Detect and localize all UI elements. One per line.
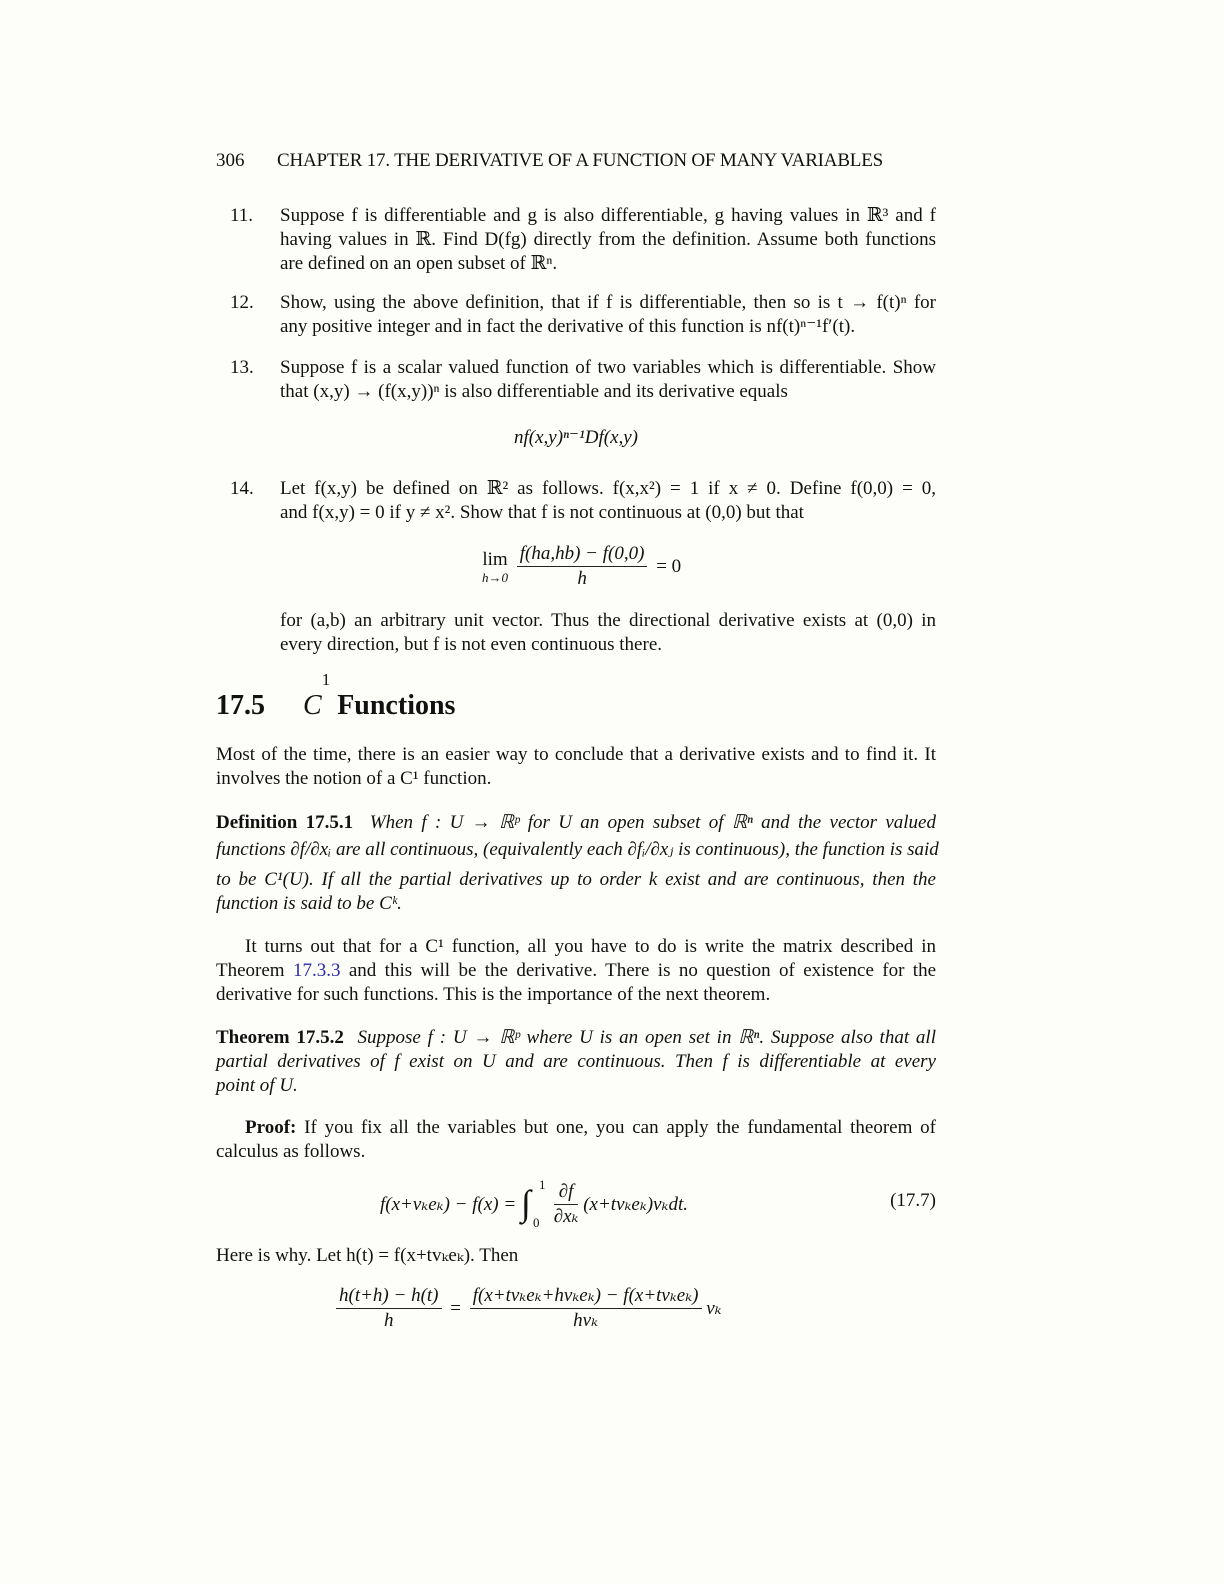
definition-line: functions ∂f/∂xᵢ are all continuous, (equivalently each ∂fᵢ/∂xⱼ is continuous), the function is said bbox=[216, 839, 939, 860]
paragraph-line: Most of the time, there is an easier way to conclude that a derivative exists and to find it. It bbox=[216, 744, 936, 765]
rhs-fraction bbox=[470, 1284, 702, 1333]
lhs-fraction bbox=[336, 1284, 442, 1333]
equation-tail: vₖ bbox=[706, 1298, 722, 1319]
paragraph-line: involves the notion of a C¹ function. bbox=[216, 768, 492, 789]
difference-quotient-equation bbox=[336, 1284, 722, 1333]
display-equation: nf(x,y)ⁿ⁻¹Df(x,y) bbox=[513, 427, 639, 448]
exercise-number: 12. bbox=[230, 292, 254, 313]
exercise-line: any positive integer and in fact the derivative of this function is nf(t)ⁿ⁻¹f′(t). bbox=[280, 316, 856, 337]
section-title-rest: Functions bbox=[337, 690, 456, 721]
proof-label: Proof: bbox=[245, 1117, 297, 1138]
equals-sign: = bbox=[450, 1297, 461, 1319]
equation-17-7 bbox=[216, 1176, 936, 1232]
exercise-line: Let f(x,y) be defined on ℝ² as follows. f(x,x²) = 1 if x ≠ 0. Define f(0,0) = 0, bbox=[280, 478, 936, 499]
proof-line bbox=[216, 1116, 936, 1140]
proof-text: If you fix all the variables but one, you can apply the fundamental theorem of bbox=[304, 1117, 937, 1138]
exercise-line: and f(x,y) = 0 if y ≠ x². Show that f is not continuous at (0,0) but that bbox=[280, 502, 804, 523]
lim-subscript: h→0 bbox=[482, 569, 508, 585]
definition-label: Definition 17.5.1 bbox=[216, 812, 354, 833]
definition-line bbox=[216, 811, 936, 835]
fraction-denominator: hvₖ bbox=[573, 1310, 599, 1331]
exercise-line: Suppose f is a scalar valued function of two variables which is differentiable. Show bbox=[280, 357, 936, 378]
theorem-text: Suppose f : U → ℝᵖ where U is an open set in ℝⁿ. Suppose also that all bbox=[357, 1027, 936, 1048]
integral-upper: 1 bbox=[538, 1176, 546, 1192]
section-number: 17.5 bbox=[216, 690, 265, 721]
definition-block bbox=[216, 811, 939, 916]
exercise-line: Show, using the above definition, that if f is differentiable, then so is t → f(t)ⁿ for bbox=[280, 292, 936, 313]
partial-fraction bbox=[554, 1180, 579, 1229]
equation-body bbox=[380, 1176, 689, 1230]
why-line: Here is why. Let h(t) = f(x+tvₖeₖ). Then bbox=[216, 1245, 519, 1266]
definition-line: function is said to be Cᵏ. bbox=[216, 893, 402, 914]
page-number: 306 bbox=[216, 150, 245, 171]
fraction-numerator: h(t+h) − h(t) bbox=[336, 1284, 442, 1309]
lim-operator: lim bbox=[482, 548, 508, 570]
limit-equation bbox=[482, 542, 681, 591]
definition-text: When f : U → ℝᵖ for U an open subset of ℝⁿ and the vector valued bbox=[369, 812, 936, 833]
theorem-line: partial derivatives of f exist on U and are continuous. Then f is differentiable at every bbox=[216, 1051, 936, 1072]
section-title-sup: 1 bbox=[321, 670, 331, 689]
theorem-line bbox=[216, 1026, 936, 1050]
fraction-numerator: f(ha,hb) − f(0,0) bbox=[517, 542, 648, 567]
fraction-denominator: h bbox=[577, 568, 587, 589]
exercise-line: Suppose f is differentiable and g is also differentiable, g having values in ℝ³ and f bbox=[280, 205, 936, 226]
exercise-line: are defined on an open subset of ℝⁿ. bbox=[280, 253, 558, 274]
fraction-denominator: ∂xₖ bbox=[553, 1206, 579, 1227]
proof-line: calculus as follows. bbox=[216, 1141, 366, 1162]
body-paragraph bbox=[216, 935, 936, 1007]
paragraph-line: derivative for such functions. This is the importance of the next theorem. bbox=[216, 984, 771, 1005]
theorem-link[interactable]: 17.3.3 bbox=[292, 960, 341, 981]
equation-lhs: f(x+vₖeₖ) − f(x) = bbox=[380, 1194, 517, 1215]
exercise-line: having values in ℝ. Find D(fg) directly from the definition. Assume both functions bbox=[280, 229, 936, 250]
integral-symbol: ∫ bbox=[520, 1182, 531, 1223]
intro-paragraph bbox=[216, 743, 936, 791]
exercise-line: for (a,b) an arbitrary unit vector. Thus the directional derivative exists at (0,0) in bbox=[280, 610, 936, 631]
integral-sign bbox=[520, 1176, 549, 1230]
definition-line: to be C¹(U). If all the partial derivatives up to order k exist and are continuous, then the bbox=[216, 869, 936, 890]
proof-block bbox=[216, 1116, 936, 1164]
equation-rest: (x+tvₖeₖ)vₖdt. bbox=[583, 1194, 689, 1215]
integral-lower: 0 bbox=[532, 1214, 540, 1230]
limit-rhs: = 0 bbox=[656, 555, 682, 577]
equation-number: (17.7) bbox=[890, 1190, 936, 1211]
fraction-numerator: f(x+tvₖeₖ+hvₖeₖ) − f(x+tvₖeₖ) bbox=[470, 1284, 702, 1309]
fraction-denominator: h bbox=[384, 1310, 394, 1331]
paragraph-line: It turns out that for a C¹ function, all you have to do is write the matrix described in bbox=[245, 936, 936, 957]
exercise-line: every direction, but f is not even continuous there. bbox=[280, 634, 663, 655]
theorem-label: Theorem 17.5.2 bbox=[216, 1027, 344, 1048]
exercise-number: 11. bbox=[230, 205, 254, 226]
exercise-number: 14. bbox=[230, 478, 254, 499]
limit-fraction bbox=[517, 542, 648, 591]
paragraph-line bbox=[216, 959, 936, 983]
theorem-word: Theorem bbox=[216, 960, 285, 981]
section-title-c: C bbox=[303, 690, 322, 721]
section-heading bbox=[216, 670, 456, 722]
exercise-number: 13. bbox=[230, 357, 254, 378]
running-title: CHAPTER 17. THE DERIVATIVE OF A FUNCTION OF MANY VARIABLES bbox=[277, 150, 883, 171]
exercise-line: that (x,y) → (f(x,y))ⁿ is also differentiable and its derivative equals bbox=[280, 381, 788, 402]
theorem-line: point of U. bbox=[216, 1075, 298, 1096]
fraction-numerator: ∂f bbox=[554, 1180, 579, 1205]
theorem-block bbox=[216, 1026, 936, 1098]
paragraph-text: and this will be the derivative. There is no question of existence for the bbox=[348, 960, 937, 981]
